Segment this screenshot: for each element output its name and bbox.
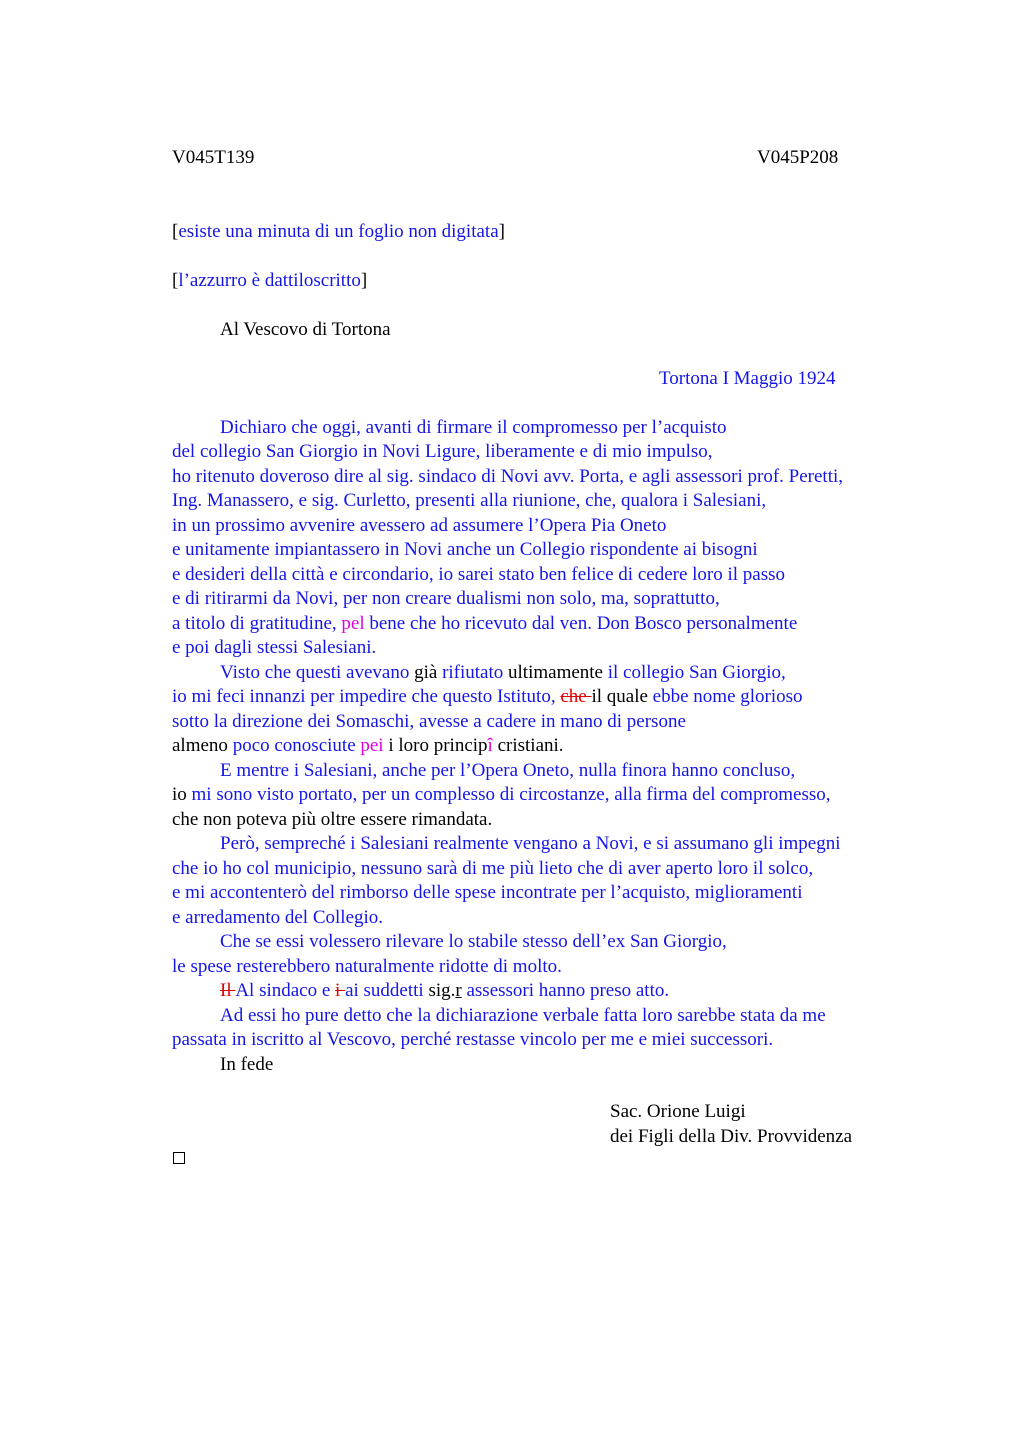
text-line: E mentre i Salesiani, anche per l’Opera Oneto, nulla finora hanno concluso, [220, 760, 796, 781]
text-line: Visto che questi avevano già rifiutato ultimamente il collegio San Giorgio, [220, 662, 786, 683]
addressee: Al Vescovo di Tortona [220, 319, 391, 340]
text-line: del collegio San Giorgio in Novi Ligure, liberamente e di mio impulso, [172, 441, 713, 462]
editorial-note-2: [l’azzurro è dattiloscritto] [172, 270, 368, 291]
text-line: in un prossimo avvenire avessero ad assumere l’Opera Pia Oneto [172, 515, 667, 536]
paragraph-6: Il Al sindaco e i ai suddetti sig.r assessori hanno preso atto. [220, 980, 670, 1001]
text-line: a titolo di gratitudine, pel bene che ho ricevuto dal ven. Don Bosco personalmente [172, 613, 798, 634]
text-line: e desideri della città e circondario, io sarei stato ben felice di cedere loro il passo [172, 564, 786, 585]
letter-date: Tortona I Maggio 1924 [659, 368, 836, 389]
text-line: io mi sono visto portato, per un complesso di circostanze, alla firma del compromesso, [172, 784, 831, 805]
text-line: Ing. Manassero, e sig. Curletto, presenti alla riunione, che, qualora i Salesiani, [172, 490, 767, 511]
deleted-word: che [560, 686, 592, 707]
checkbox-square-icon [173, 1152, 185, 1164]
header-right-code: V045P208 [757, 147, 839, 168]
text-line: Però, sempreché i Salesiani realmente vengano a Novi, e si assumano gli impegni [220, 833, 841, 854]
text-line: Ad essi ho pure detto che la dichiarazione verbale fatta loro sarebbe stata da me [220, 1005, 826, 1026]
text-line: sotto la direzione dei Somaschi, avesse a cadere in mano di persone [172, 711, 686, 732]
closing-formula: In fede [220, 1054, 274, 1075]
text-line: Dichiaro che oggi, avanti di firmare il compromesso per l’acquisto [220, 417, 727, 438]
deleted-word: i [335, 980, 346, 1001]
editorial-note-1: [esiste una minuta di un foglio non digitata] [172, 221, 505, 242]
text-line: che non poteva più oltre essere rimandata. [172, 809, 493, 830]
header-left-code: V045T139 [172, 147, 255, 168]
text-line: e poi dagli stessi Salesiani. [172, 637, 377, 658]
deleted-word: Il [220, 980, 236, 1001]
text-line: io mi feci innanzi per impedire che questo Istituto, che il quale ebbe nome glorioso [172, 686, 803, 707]
text-line: che io ho col municipio, nessuno sarà di me più lieto che di aver aperto loro il solco, [172, 858, 814, 879]
signature-title: dei Figli della Div. Provvidenza [610, 1126, 853, 1147]
text-line: ho ritenuto doveroso dire al sig. sindaco di Novi avv. Porta, e agli assessori prof. Peretti, [172, 466, 844, 487]
text-line: le spese resterebbero naturalmente ridotte di molto. [172, 956, 562, 977]
text-line: almeno poco conosciute pei i loro principî cristiani. [172, 735, 564, 756]
text-line: e unitamente impiantassero in Novi anche un Collegio rispondente ai bisogni [172, 539, 758, 560]
text-line: passata in iscritto al Vescovo, perché restasse vincolo per me e miei successori. [172, 1029, 774, 1050]
signature-name: Sac. Orione Luigi [610, 1101, 746, 1122]
text-line: e di ritirarmi da Novi, per non creare dualismi non solo, ma, soprattutto, [172, 588, 720, 609]
text-line: e mi accontenterò del rimborso delle spese incontrate per l’acquisto, miglioramenti [172, 882, 803, 903]
text-line: Che se essi volessero rilevare lo stabile stesso dell’ex San Giorgio, [220, 931, 727, 952]
text-line: e arredamento del Collegio. [172, 907, 384, 928]
